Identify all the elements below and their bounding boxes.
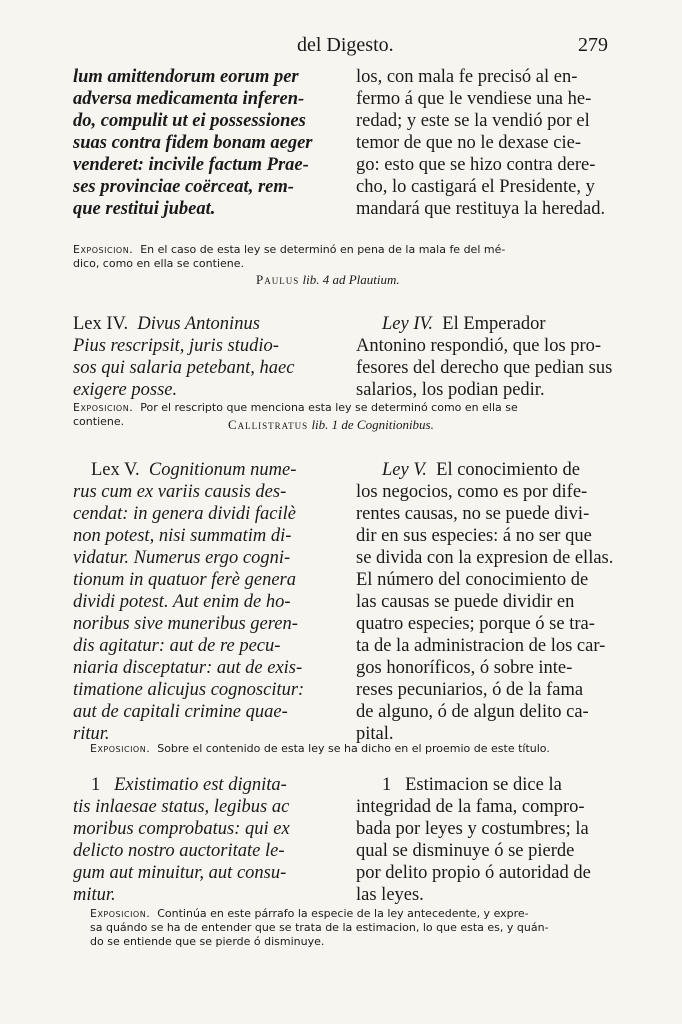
exposition-text: Continúa en este párrafo la especie de la ley antecedente, y expre- sa quándo se ha de entender que se trata de la estimacion, lo que esta es, y quán- do se entiende que se pierde ó disminuye. [90,907,549,948]
source-reference: lib. 4 ad Plautium. [302,272,400,287]
latin-text: Cognitionum nume- rus cum ex variis causis des- cendat: in genera dividi facilè non potest, nisi summatim di- vidatur. Numerus ergo cogni- tionum in quatuor ferè genera dividi potest. Aut enim de ho- noribus sive muneribus geren- dis agitatur: aut de re pecu- niaria disceptatur: aut de exis- timatione alicujus cognoscitur: aut de capitali crimine quae- ritur. [73,460,305,744]
exposition-text: Sobre el contenido de esta ley se ha dicho en el proemio de este título. [157,742,550,755]
source-author: Paulus [256,272,300,287]
exposition-text: En el caso de esta ley se determinó en pena de la mala fe del mé- dico, como en ella se contiene. [73,243,506,270]
latin-text: Divus Antoninus Pius rescripsit, juris studio- sos qui salaria petebant, haec exigere posse. [73,314,295,400]
latin-law-block [73,437,341,745]
exposition-label: Exposicion. [73,401,134,414]
running-title: del Digesto. [297,34,394,56]
running-header [0,34,682,58]
spanish-text: Estimacion se dice la integridad de la fama, compro- bada por leyes y costumbres; la qual se disminuye ó se pierde por delito propio ó autoridad de las leyes. [356,775,591,905]
exposition-note [90,893,630,949]
latin-text: Existimatio est dignita- tis inlaesae status, legibus ac moribus comprobatus: qui ex delicto nostro auctoritate le- gum aut minuitur, aut consu- mitur. [73,775,290,905]
spanish-paragraph-block [356,752,626,906]
exposition-label: Exposicion. [90,907,151,920]
law-number-latin: Lex V. [91,460,140,480]
latin-law-block [73,291,341,401]
law-number-spanish: Ley IV. [382,314,434,334]
exposition-label: Exposicion. [73,243,134,256]
exposition-label: Exposicion. [90,742,151,755]
law-number-latin: Lex IV. [73,314,129,334]
exposition-text: Por el rescripto que menciona esta ley se determinó como en ella se contiene. [73,401,518,428]
source-citation [228,417,528,433]
spanish-law-block [356,437,626,745]
exposition-note [73,229,626,271]
latin-paragraph-block [73,752,341,906]
source-citation [256,272,516,288]
spanish-text: El conocimiento de los negocios, como es por dife- rentes causas, no se puede divi- dir en sus especies: á no ser que se divida con la expresion de ellas. El número del conocimiento de las causas se puede dividir en quatro especies; porque ó se tra- ta de la administracion de los car- gos honoríficos, ó sobre inte- reses pecuniarios, ó de la fama de alguno, ó de algun delito ca- pital. [356,460,614,744]
paragraph-number-spanish: 1 [382,775,392,795]
spanish-law-block [356,291,626,401]
latin-text-continuation: lum amittendorum eorum per adversa medicamenta inferen- do, compulit ut ei possessiones suas contra fidem bonam aeger venderet: incivile factum Prae- ses provinciae coërceat, rem- que restitui jubeat. [73,67,313,219]
source-author: Callistratus [228,417,309,432]
spanish-text: El Emperador Antonino respondió, que los pro- fesores del derecho que pedian sus salarios, los podian pedir. [356,314,613,400]
paragraph-number-latin: 1 [91,775,101,795]
spanish-text-continuation: los, con mala fe precisó al en- fermo á que le vendiese una he- redad; y este se la vendió por el temor de que no le dexase cie- go: esto que se hizo contra dere- cho, lo castigará el Presidente, y mandará que restituya la heredad. [356,67,606,219]
law-number-spanish: Ley V. [382,460,427,480]
page-number: 279 [578,34,608,56]
source-reference: lib. 1 de Cognitionibus. [311,417,434,432]
